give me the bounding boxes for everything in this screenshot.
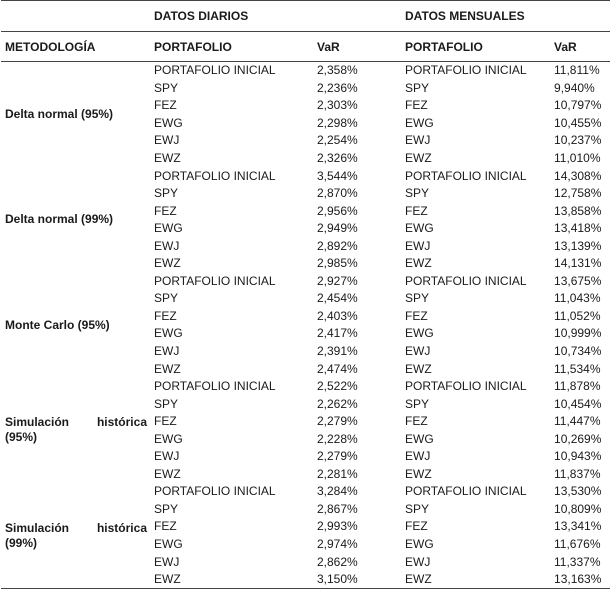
table-row [1, 273, 610, 291]
var-monthly-cell: 10,797% [554, 98, 602, 113]
var-daily-cell: 3,150% [315, 571, 400, 589]
var-daily-cell: 2,454% [317, 291, 358, 306]
header-var-monthly: VaR [552, 32, 610, 62]
var-monthly-cell: 10,734% [554, 344, 602, 359]
methodology-cell [1, 273, 149, 378]
var-monthly-cell: 13,418% [554, 221, 602, 236]
var-daily-cell: 3,544% [317, 168, 358, 183]
table-row [1, 378, 610, 396]
var-daily-cell: 2,949% [317, 221, 358, 236]
header-row-columns [1, 32, 610, 62]
portfolio-monthly-cell: EWJ [405, 554, 431, 569]
portfolio-daily-cell: EWJ [154, 554, 180, 569]
portfolio-daily-cell: EWJ [154, 133, 180, 148]
table-row [1, 62, 610, 80]
portfolio-monthly-cell: SPY [405, 291, 430, 306]
portfolio-daily-cell: FEZ [154, 414, 177, 429]
portfolio-monthly-cell: PORTAFOLIO INICIAL [405, 273, 527, 288]
header-methodology: METODOLOGÍA [1, 32, 149, 62]
portfolio-monthly-cell: EWZ [400, 571, 552, 589]
portfolio-daily-cell: EWZ [154, 256, 181, 271]
var-daily-cell: 2,522% [317, 379, 358, 394]
var-daily-cell: 2,862% [317, 554, 358, 569]
portfolio-daily-cell: PORTAFOLIO INICIAL [154, 484, 276, 499]
portfolio-daily-cell: SPY [154, 501, 179, 516]
methodology-label: Simulación histórica [5, 415, 147, 430]
var-monthly-cell: 11,837% [554, 466, 601, 481]
var-monthly-cell: 11,052% [554, 308, 601, 323]
methodology-label: Monte Carlo (95%) [5, 317, 110, 332]
var-monthly-cell: 13,530% [554, 484, 602, 499]
portfolio-daily-cell: EWG [154, 221, 183, 236]
var-daily-cell: 2,326% [317, 151, 358, 165]
var-monthly-cell: 11,010% [554, 151, 601, 165]
var-monthly-cell: 9,940% [554, 80, 595, 95]
var-daily-cell: 2,927% [317, 273, 358, 288]
portfolio-monthly-cell: EWZ [405, 256, 432, 271]
var-monthly-cell: 11,878% [554, 379, 601, 394]
var-daily-cell: 2,228% [317, 431, 358, 446]
var-daily-cell: 2,262% [317, 396, 358, 411]
portfolio-daily-cell: FEZ [154, 308, 177, 323]
methodology-cell [1, 483, 149, 589]
portfolio-daily-cell: SPY [154, 186, 179, 201]
portfolio-daily-cell: EWZ [154, 361, 181, 376]
portfolio-monthly-cell: EWZ [405, 466, 432, 481]
portfolio-monthly-cell: PORTAFOLIO INICIAL [405, 63, 527, 78]
var-daily-cell: 2,281% [317, 466, 358, 481]
portfolio-daily-cell: PORTAFOLIO INICIAL [154, 168, 276, 183]
var-monthly-cell: 11,337% [554, 554, 601, 569]
methodology-label: Simulación histórica [5, 520, 147, 535]
var-daily-cell: 2,974% [317, 537, 358, 552]
var-monthly-cell: 11,534% [554, 361, 601, 376]
var-monthly-cell: 12,758% [554, 186, 602, 201]
portfolio-daily-cell: FEZ [154, 519, 177, 534]
table-row [1, 167, 610, 185]
var-monthly-cell: 10,237% [554, 133, 602, 148]
portfolio-monthly-cell: EWZ [405, 361, 432, 376]
var-monthly-cell: 10,943% [554, 449, 602, 464]
portfolio-daily-cell: EWZ [149, 571, 315, 589]
var-daily-cell: 2,892% [317, 238, 358, 253]
var-table [1, 0, 610, 589]
portfolio-monthly-cell: FEZ [405, 519, 428, 534]
portfolio-monthly-cell: SPY [405, 501, 430, 516]
var-monthly-cell: 13,139% [554, 238, 602, 253]
header-portfolio-daily: PORTAFOLIO [149, 32, 315, 62]
portfolio-monthly-cell: EWG [405, 326, 434, 341]
header-portfolio-monthly: PORTAFOLIO [400, 32, 552, 62]
methodology-cell [1, 62, 149, 168]
portfolio-daily-cell: EWJ [154, 449, 180, 464]
var-daily-cell: 2,417% [317, 326, 358, 341]
var-daily-cell: 2,956% [317, 203, 358, 218]
portfolio-monthly-cell: EWJ [405, 449, 431, 464]
portfolio-monthly-cell: PORTAFOLIO INICIAL [405, 168, 527, 183]
var-monthly-cell: 13,858% [554, 203, 602, 218]
var-daily-cell: 2,985% [317, 256, 358, 271]
var-monthly-cell: 11,447% [554, 414, 601, 429]
var-monthly-cell: 13,163% [552, 571, 610, 589]
portfolio-monthly-cell: EWJ [405, 238, 431, 253]
var-daily-cell: 2,358% [317, 63, 358, 78]
portfolio-monthly-cell: EWG [405, 221, 434, 236]
table-body [1, 62, 610, 589]
var-daily-cell: 2,236% [317, 80, 358, 95]
var-monthly-cell: 10,809% [554, 501, 602, 516]
methodology-label-confidence: (99%) [5, 535, 38, 550]
portfolio-monthly-cell: PORTAFOLIO INICIAL [405, 379, 527, 394]
portfolio-daily-cell: SPY [154, 396, 179, 411]
var-monthly-cell: 14,308% [554, 168, 602, 183]
var-daily-cell: 3,284% [317, 484, 358, 499]
var-daily-cell: 2,403% [317, 308, 358, 323]
var-daily-cell: 2,303% [317, 98, 358, 113]
portfolio-monthly-cell: FEZ [405, 414, 428, 429]
portfolio-daily-cell: FEZ [154, 98, 177, 113]
var-daily-cell: 2,993% [317, 519, 358, 534]
portfolio-daily-cell: EWZ [154, 151, 181, 165]
var-monthly-cell: 11,811% [554, 63, 600, 78]
methodology-label-confidence: (95%) [5, 430, 38, 445]
portfolio-monthly-cell: FEZ [405, 308, 428, 323]
var-daily-cell: 2,474% [317, 361, 358, 376]
var-daily-cell: 2,870% [317, 186, 358, 201]
portfolio-monthly-cell: SPY [405, 80, 430, 95]
portfolio-daily-cell: SPY [154, 80, 179, 95]
portfolio-monthly-cell: FEZ [405, 203, 428, 218]
portfolio-daily-cell: EWJ [154, 238, 180, 253]
header-empty-cell [1, 1, 149, 32]
portfolio-daily-cell: EWZ [154, 466, 181, 481]
var-daily-cell: 2,254% [317, 133, 358, 148]
portfolio-daily-cell: PORTAFOLIO INICIAL [154, 63, 276, 78]
var-monthly-cell: 13,341% [554, 519, 602, 534]
portfolio-daily-cell: SPY [154, 291, 179, 306]
portfolio-monthly-cell: EWJ [405, 344, 431, 359]
var-monthly-cell: 10,455% [554, 115, 602, 130]
header-daily-data: DATOS DIARIOS [149, 1, 400, 32]
methodology-cell [1, 378, 149, 483]
portfolio-monthly-cell: EWJ [405, 133, 431, 148]
var-monthly-cell: 10,454% [554, 396, 602, 411]
portfolio-monthly-cell: EWG [405, 537, 434, 552]
var-monthly-cell: 13,675% [554, 273, 602, 288]
portfolio-monthly-cell: EWG [405, 115, 434, 130]
methodology-label: Delta normal (95%) [5, 107, 114, 122]
methodology-label: Delta normal (99%) [5, 212, 114, 227]
var-monthly-cell: 14,131% [554, 256, 602, 271]
header-var-daily: VaR [315, 32, 400, 62]
portfolio-monthly-cell: PORTAFOLIO INICIAL [405, 484, 527, 499]
portfolio-daily-cell: EWJ [154, 344, 180, 359]
var-daily-cell: 2,279% [317, 449, 358, 464]
methodology-cell [1, 167, 149, 272]
portfolio-daily-cell: PORTAFOLIO INICIAL [154, 379, 276, 394]
var-monthly-cell: 10,999% [554, 326, 602, 341]
portfolio-monthly-cell: SPY [405, 186, 430, 201]
portfolio-daily-cell: FEZ [154, 203, 177, 218]
portfolio-monthly-cell: SPY [405, 396, 430, 411]
portfolio-daily-cell: EWG [154, 537, 183, 552]
header-row-top [1, 1, 610, 32]
portfolio-daily-cell: EWG [154, 431, 183, 446]
header-monthly-data: DATOS MENSUALES [400, 1, 610, 32]
var-daily-cell: 2,391% [317, 344, 358, 359]
var-daily-cell: 2,867% [317, 501, 358, 516]
portfolio-monthly-cell: EWG [405, 431, 434, 446]
var-monthly-cell: 11,043% [554, 291, 601, 306]
portfolio-daily-cell: PORTAFOLIO INICIAL [154, 273, 276, 288]
portfolio-monthly-cell: FEZ [405, 98, 428, 113]
portfolio-daily-cell: EWG [154, 326, 183, 341]
var-daily-cell: 2,279% [317, 414, 358, 429]
var-monthly-cell: 11,676% [554, 537, 601, 552]
var-daily-cell: 2,298% [317, 115, 358, 130]
var-monthly-cell: 10,269% [554, 431, 602, 446]
portfolio-monthly-cell: EWZ [405, 151, 432, 165]
portfolio-daily-cell: EWG [154, 115, 183, 130]
table-row [1, 483, 610, 501]
